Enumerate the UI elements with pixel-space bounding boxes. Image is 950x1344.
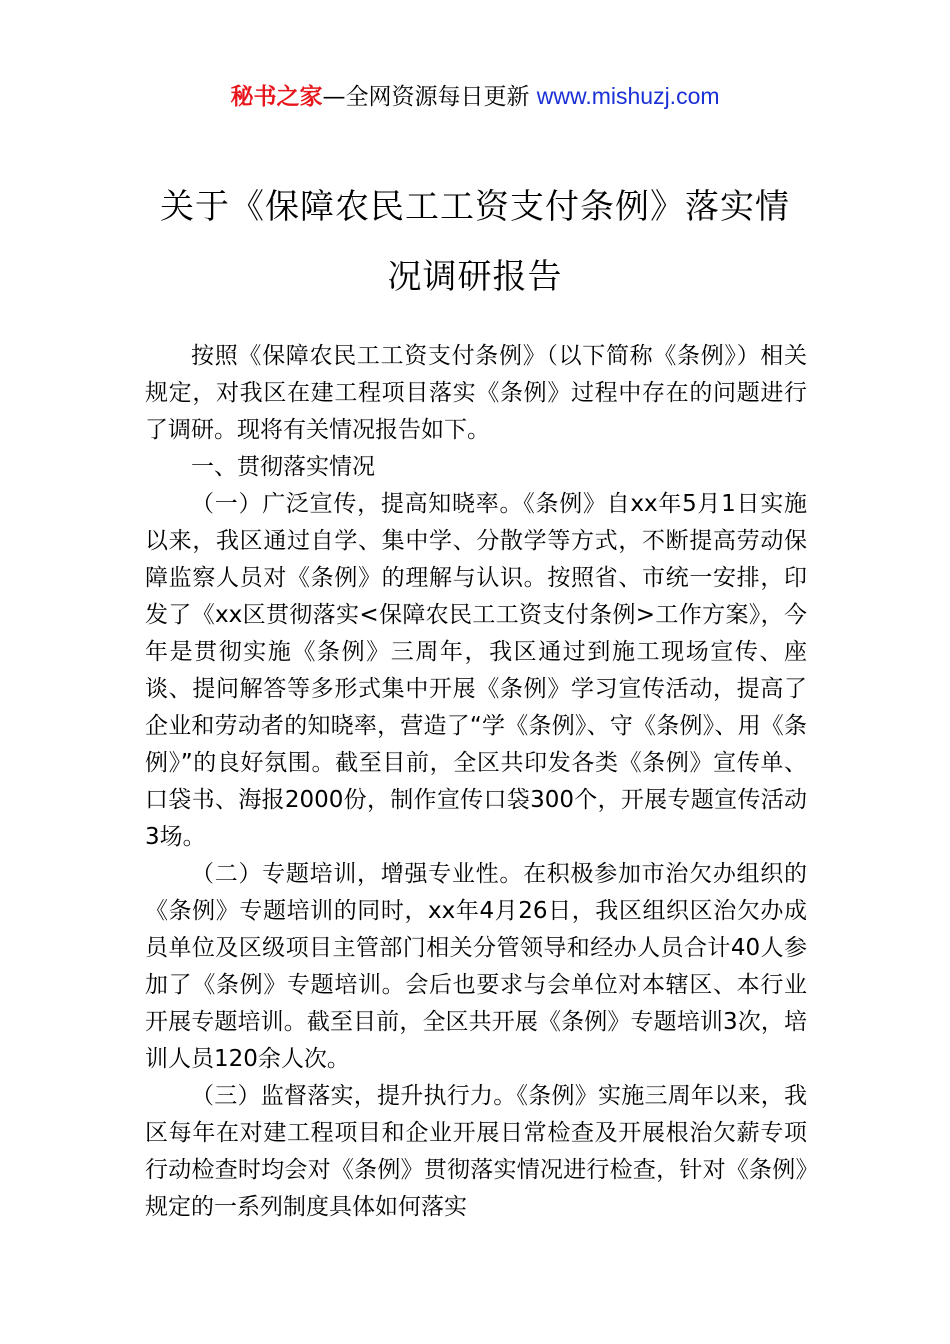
title-line-2: 况调研报告 xyxy=(387,257,563,297)
site-header xyxy=(0,78,950,115)
document-title xyxy=(120,172,830,312)
section-heading: 一、贯彻落实情况 xyxy=(191,454,375,480)
header-tagline: —全网资源每日更新 xyxy=(322,84,537,110)
intro-paragraph: 按照《保障农民工工资支付条例》（以下简称《条例》）相关规定，对我区在建工程项目落实《条例》过程中存在的问题进行了调研。现将有关情况报告如下。 xyxy=(145,343,807,443)
site-url[interactable]: www.mishuzj.com xyxy=(536,83,720,109)
body-paragraph: （三）监督落实，提升执行力。《条例》实施三周年以来，我区每年在对建工程项目和企业开展日常检查及开展根治欠薪专项行动检查时均会对《条例》贯彻落实情况进行检查，针对《条例》规定的一系列制度具体如何落实 xyxy=(145,1083,807,1220)
title-line-1: 关于《保障农民工工资支付条例》落实情 xyxy=(160,187,790,227)
body-paragraph: （一）广泛宣传，提高知晓率。《条例》自xx年5月1日实施以来，我区通过自学、集中学、分散学等方式，不断提高劳动保障监察人员对《条例》的理解与认识。按照省、市统一安排，印发了《xx区贯彻落实<保障农民工工资支付条例>工作方案》，今年是贯彻实施《条例》三周年，我区通过到施工现场宣传、座谈、提问解答等多形式集中开展《条例》学习宣传活动，提高了企业和劳动者的知晓率，营造了“学《条例》、守《条例》、用《条例》”的良好氛围。截至目前，全区共印发各类《条例》宣传单、口袋书、海报2000份，制作宣传口袋300个，开展专题宣传活动3场。 xyxy=(145,491,807,850)
brand-name: 秘书之家 xyxy=(230,84,323,110)
document-body xyxy=(145,338,807,1226)
body-paragraph: （二）专题培训，增强专业性。在积极参加市治欠办组织的《条例》专题培训的同时，xx年4月26日，我区组织区治欠办成员单位及区级项目主管部门相关分管领导和经办人员合计40人参加了《条例》专题培训。会后也要求与会单位对本辖区、本行业开展专题培训。截至目前，全区共开展《条例》专题培训3次，培训人员120余人次。 xyxy=(145,861,807,1072)
